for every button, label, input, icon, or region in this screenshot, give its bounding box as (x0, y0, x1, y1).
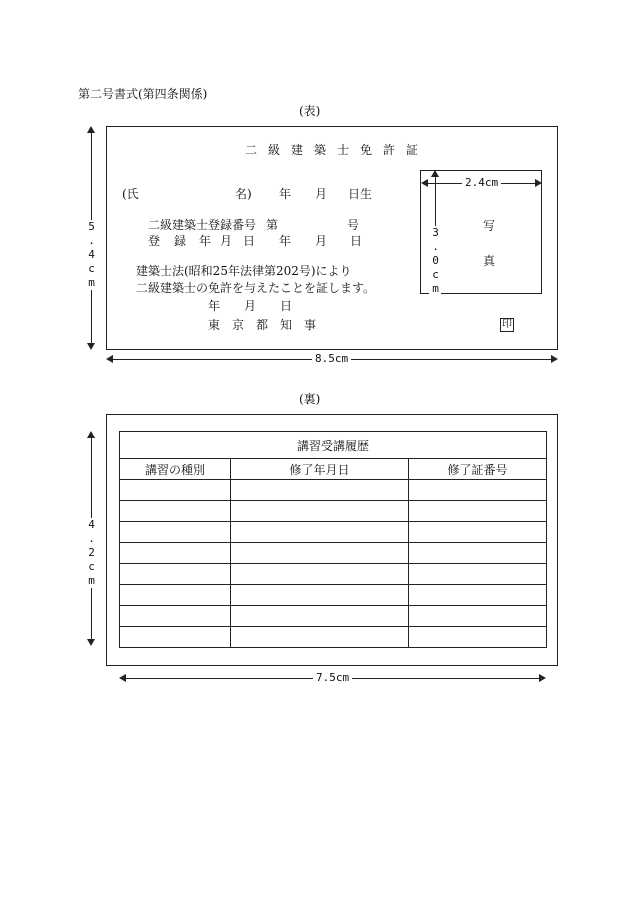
heading-char: 証 (406, 143, 419, 157)
heading-char: 建 (291, 143, 304, 157)
table-cell (231, 564, 409, 585)
table-cell (120, 480, 231, 501)
table-row (120, 627, 547, 648)
table-cell (231, 627, 409, 648)
issue-day: 日 (280, 299, 293, 313)
front-height-label: 5.4cm (85, 220, 98, 290)
form-title: 第二号書式(第四条関係) (78, 87, 208, 101)
statement-line-2: 二級建築士の免許を与えたことを証します。 (136, 281, 376, 295)
table-cell (409, 585, 547, 606)
birth-month: 月 (315, 187, 328, 201)
table-cell (409, 480, 547, 501)
column-header: 修了証番号 (409, 459, 547, 480)
table-cell (231, 585, 409, 606)
heading-char: 許 (383, 143, 396, 157)
table-row (120, 564, 547, 585)
table-row (120, 543, 547, 564)
reg-date-char: 登 (148, 234, 161, 248)
heading-char: 二 (245, 143, 258, 157)
reg-date-char: 日 (243, 234, 256, 248)
reg-day: 日 (350, 234, 363, 248)
table-cell (409, 501, 547, 522)
table-cell (231, 606, 409, 627)
heading-char: 士 (337, 143, 350, 157)
table-cell (231, 480, 409, 501)
photo-text-2: 真 (483, 254, 496, 268)
issuer-char: 事 (304, 318, 317, 332)
table-cell (409, 606, 547, 627)
table-cell (231, 543, 409, 564)
reg-date-char: 録 (174, 234, 187, 248)
name-close: 名) (235, 187, 252, 201)
reg-month: 月 (315, 234, 328, 248)
reg-number-go: 号 (347, 218, 360, 232)
issuer-char: 京 (232, 318, 245, 332)
seal-box: 印 (502, 319, 512, 330)
front-width-label: 8.5cm (312, 353, 351, 365)
table-cell (120, 585, 231, 606)
heading-char: 級 (268, 143, 281, 157)
table-row (120, 522, 547, 543)
issue-year: 年 (208, 299, 221, 313)
heading-char: 築 (314, 143, 327, 157)
table-row (120, 480, 547, 501)
table-cell (120, 564, 231, 585)
reg-year: 年 (279, 234, 292, 248)
table-title: 講習受講履歴 (120, 432, 547, 459)
reg-date-char: 年 (199, 234, 212, 248)
issue-month: 月 (244, 299, 257, 313)
table-cell (120, 543, 231, 564)
back-label: (裏) (299, 392, 321, 406)
back-height-label: 4.2cm (85, 518, 98, 588)
table-cell (120, 522, 231, 543)
statement-line-1: 建築士法(昭和25年法律第202号)により (136, 264, 352, 278)
table-cell (120, 501, 231, 522)
front-label: (表) (299, 104, 321, 118)
table-cell (231, 501, 409, 522)
back-width-label: 7.5cm (313, 672, 352, 684)
table-cell (120, 627, 231, 648)
name-open: (氏 (122, 187, 139, 201)
table-cell (409, 564, 547, 585)
column-header: 講習の種別 (120, 459, 231, 480)
table-cell (409, 522, 547, 543)
table-cell (120, 606, 231, 627)
birth-day: 日生 (348, 187, 373, 201)
table-row (120, 606, 547, 627)
table-row (120, 585, 547, 606)
column-header: 修了年月日 (231, 459, 409, 480)
photo-width-label: 2.4cm (462, 177, 501, 189)
training-history-table (119, 431, 547, 648)
table-cell (231, 522, 409, 543)
reg-number-label: 二級建築士登録番号 (148, 218, 257, 232)
issuer-char: 都 (256, 318, 269, 332)
issuer-char: 知 (280, 318, 293, 332)
photo-height-label: 3.0cm (429, 226, 442, 296)
reg-number-dai: 第 (266, 218, 279, 232)
reg-date-char: 月 (220, 234, 233, 248)
table-cell (409, 627, 547, 648)
table-cell (409, 543, 547, 564)
issuer-char: 東 (208, 318, 221, 332)
photo-text-1: 写 (483, 219, 496, 233)
birth-year: 年 (279, 187, 292, 201)
heading-char: 免 (360, 143, 373, 157)
table-row (120, 501, 547, 522)
